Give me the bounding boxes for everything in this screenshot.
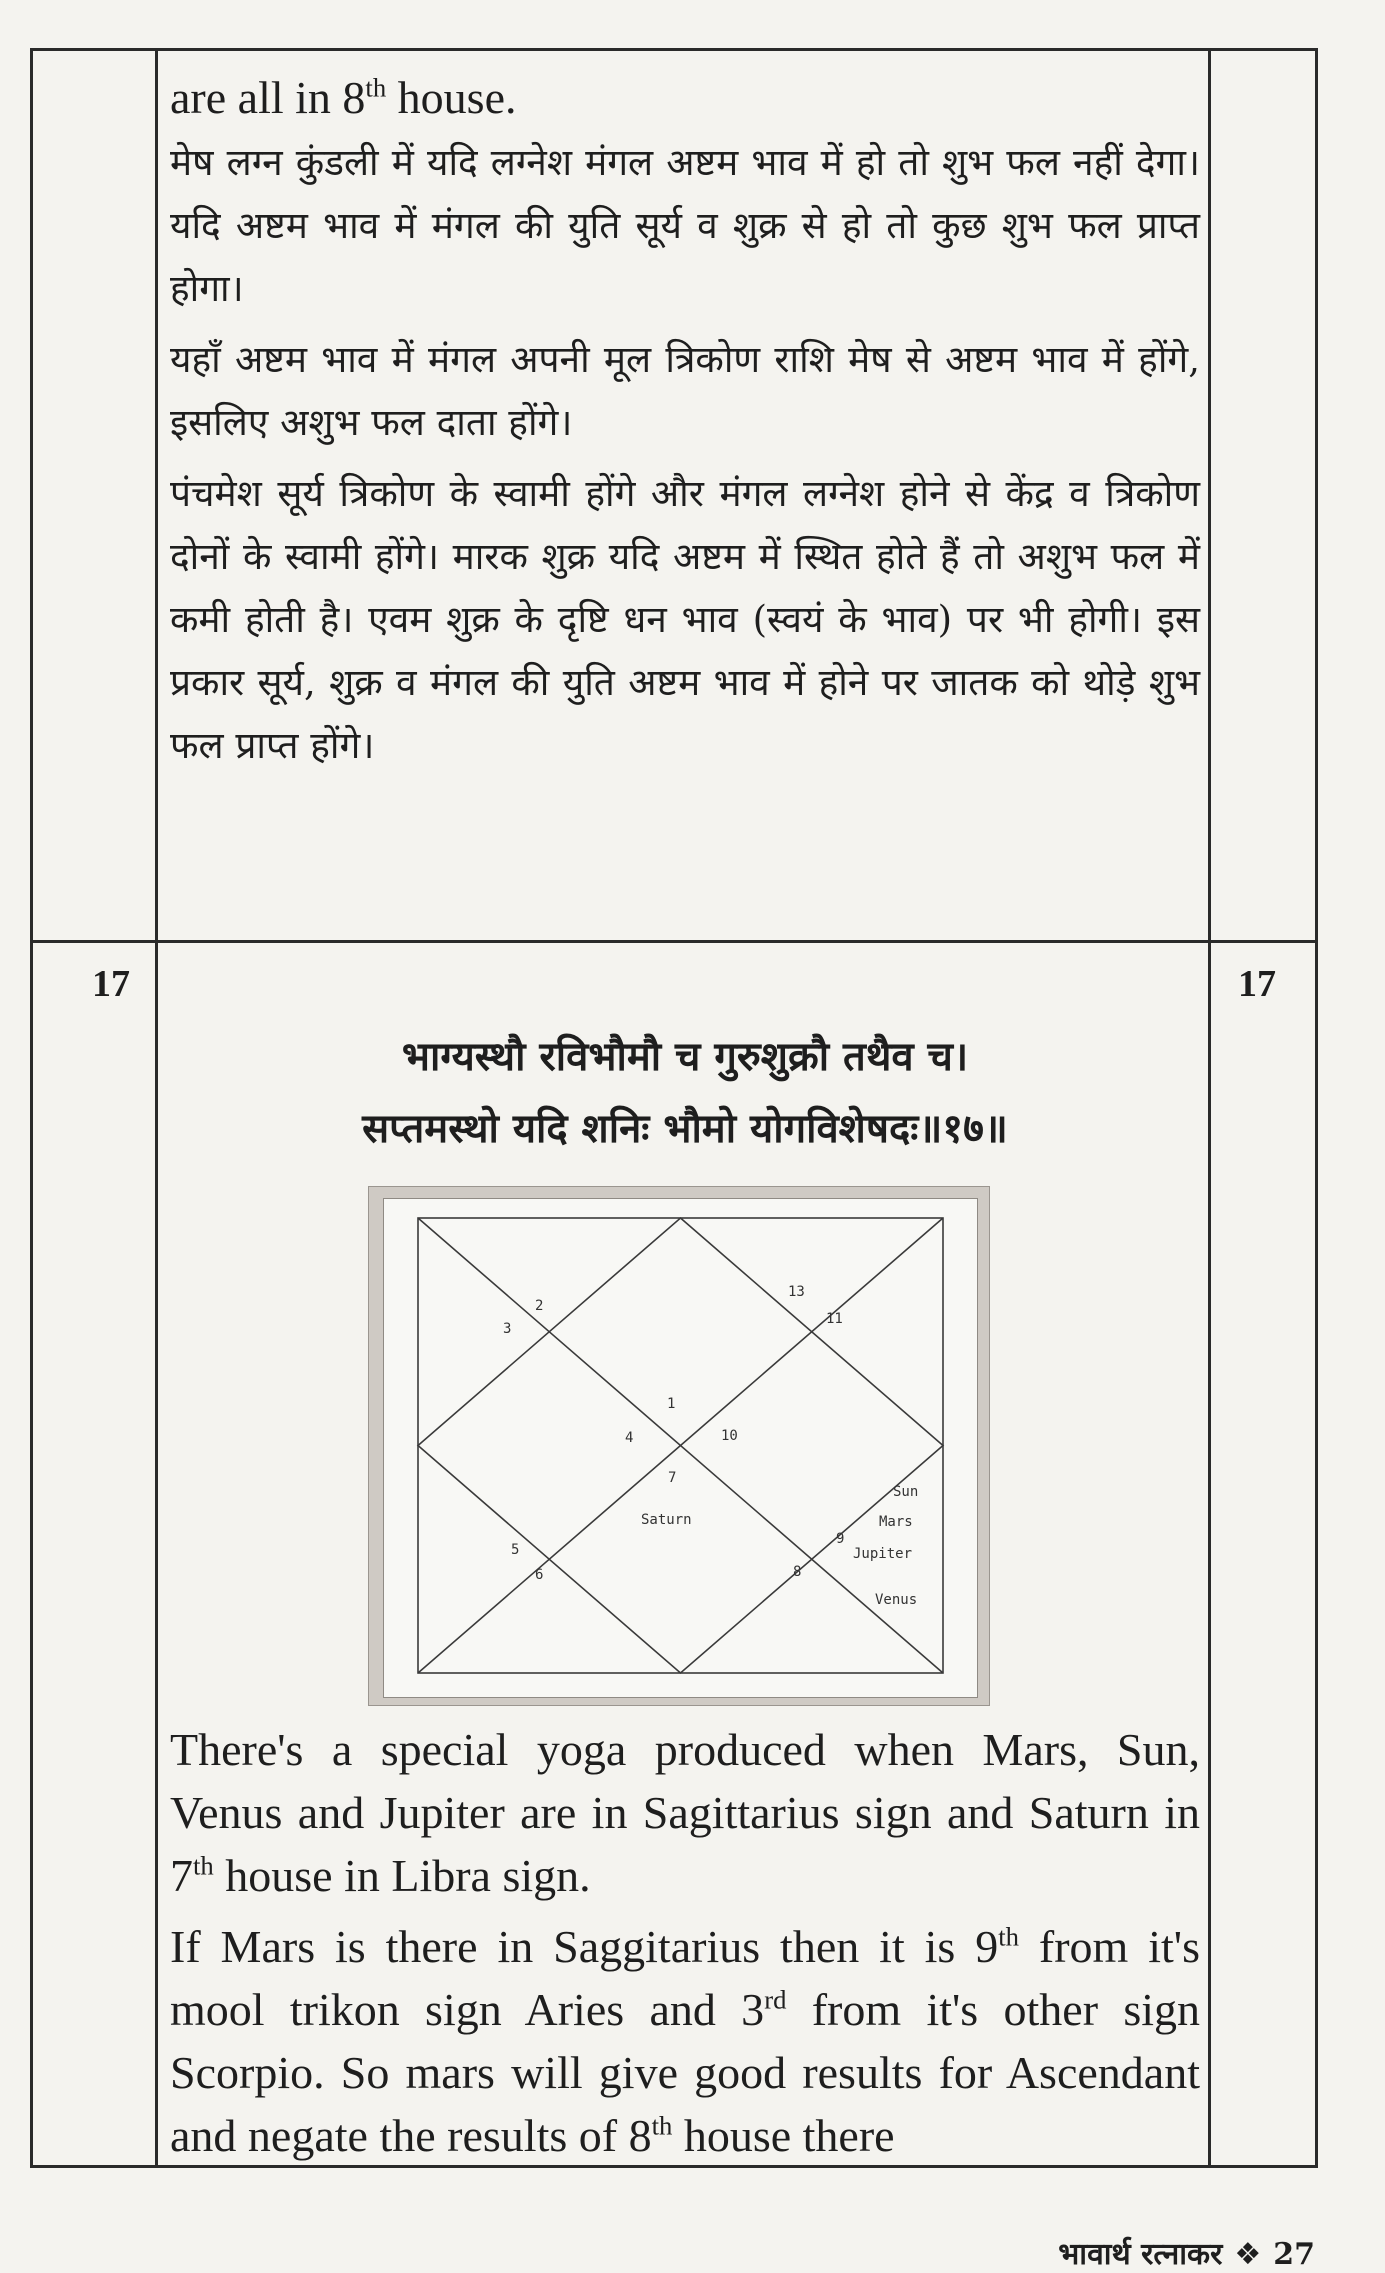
paragraph-hindi-1: मेष लग्न कुंडली में यदि लग्नेश मंगल अष्टम भाव में हो तो शुभ फल नहीं देगा। यदि अष्टम भाव में मंगल की युति सूर्य व शुक्र से हो तो कुछ शुभ फल प्राप्त होगा। [170, 141, 1200, 310]
page-footer [1058, 2232, 1315, 2273]
text-fragment: house in Libra sign. [213, 1850, 591, 1901]
house-number: 6 [535, 1567, 544, 1583]
row-divider [30, 940, 1318, 943]
text-fragment: from it's other sign Scorpio. So mars will give good results for Ascendant and negate the results of 8 [170, 1984, 1200, 2161]
text-fragment: from it's mool trikon sign Aries and 3 [170, 1921, 1200, 2035]
house-number: 8 [793, 1564, 802, 1580]
text-fragment: If Mars is there in Saggitarius then it is 9 [170, 1921, 999, 1972]
house-number: 7 [668, 1470, 677, 1486]
section-17-text [170, 1718, 1200, 2175]
column-divider-left [155, 48, 158, 2168]
section-number-left: 17 [92, 963, 130, 1005]
superscript: th [365, 72, 387, 103]
house-number: 13 [788, 1284, 805, 1300]
house-number: 1 [667, 1396, 676, 1412]
house-number: 3 [503, 1321, 512, 1337]
horoscope-chart [383, 1198, 978, 1698]
house-number: 5 [511, 1542, 520, 1558]
paragraph-hindi-3: पंचमेश सूर्य त्रिकोण के स्वामी होंगे और मंगल लग्नेश होने से केंद्र व त्रिकोण दोनों के स्वामी होंगे। मारक शुक्र यदि अष्टम में स्थित होते हैं तो अशुभ फल में कमी होती है। एवम शुक्र के दृष्टि धन भाव (स्वयं के भाव) पर भी होगी। इस प्रकार सूर्य, शुक्र व मंगल की युति अष्टम भाव में होने पर जातक को थोड़े शुभ फल प्राप्त होंगे। [170, 472, 1200, 767]
superscript: rd [764, 1984, 787, 2015]
text-fragment: house there [672, 2110, 895, 2161]
paragraph-hindi-2: यहाँ अष्टम भाव में मंगल अपनी मूल त्रिकोण राशि मेष से अष्टम भाव में होंगे, इसलिए अशुभ फल दाता होंगे। [170, 338, 1200, 444]
text-fragment: house. [386, 72, 517, 123]
house-number: 9 [836, 1531, 845, 1547]
section-top-text [170, 66, 1200, 785]
house-number: 11 [826, 1311, 843, 1327]
shloka-line-2: सप्तमस्थो यदि शनिः भौमो योगविशेषदः॥१७॥ [362, 1105, 1008, 1152]
paragraph-english-1 [170, 1718, 1200, 1907]
text-fragment: are all in 8 [170, 72, 366, 123]
ornament-icon: ❖ [1234, 2237, 1262, 2272]
text-fragment: There's a special yoga produced when Mars, Sun, Venus and Jupiter are in Sagittarius sign and Saturn in 7 [170, 1724, 1200, 1901]
planet-sun: Sun [893, 1484, 919, 1500]
house-number: 4 [625, 1430, 634, 1446]
paragraph-english-2 [170, 1915, 1200, 2167]
shloka-line-1: भाग्यस्थौ रविभौमौ च गुरुशुक्रौ तथैव च। [401, 1033, 969, 1080]
superscript: th [651, 2110, 673, 2141]
planet-mars: Mars [879, 1514, 913, 1530]
planet-venus: Venus [875, 1592, 918, 1608]
planet-jupiter: Jupiter [853, 1546, 913, 1562]
section-number-right: 17 [1238, 963, 1276, 1005]
paragraph-english-intro [170, 66, 1200, 129]
house-number: 10 [721, 1428, 738, 1444]
house-number: 2 [535, 1298, 544, 1314]
book-title: भावार्थ रत्नाकर [1058, 2237, 1223, 2272]
page-number: 27 [1273, 2237, 1315, 2272]
superscript: th [998, 1921, 1019, 1952]
superscript: th [193, 1850, 214, 1881]
planet-saturn: Saturn [641, 1512, 692, 1528]
